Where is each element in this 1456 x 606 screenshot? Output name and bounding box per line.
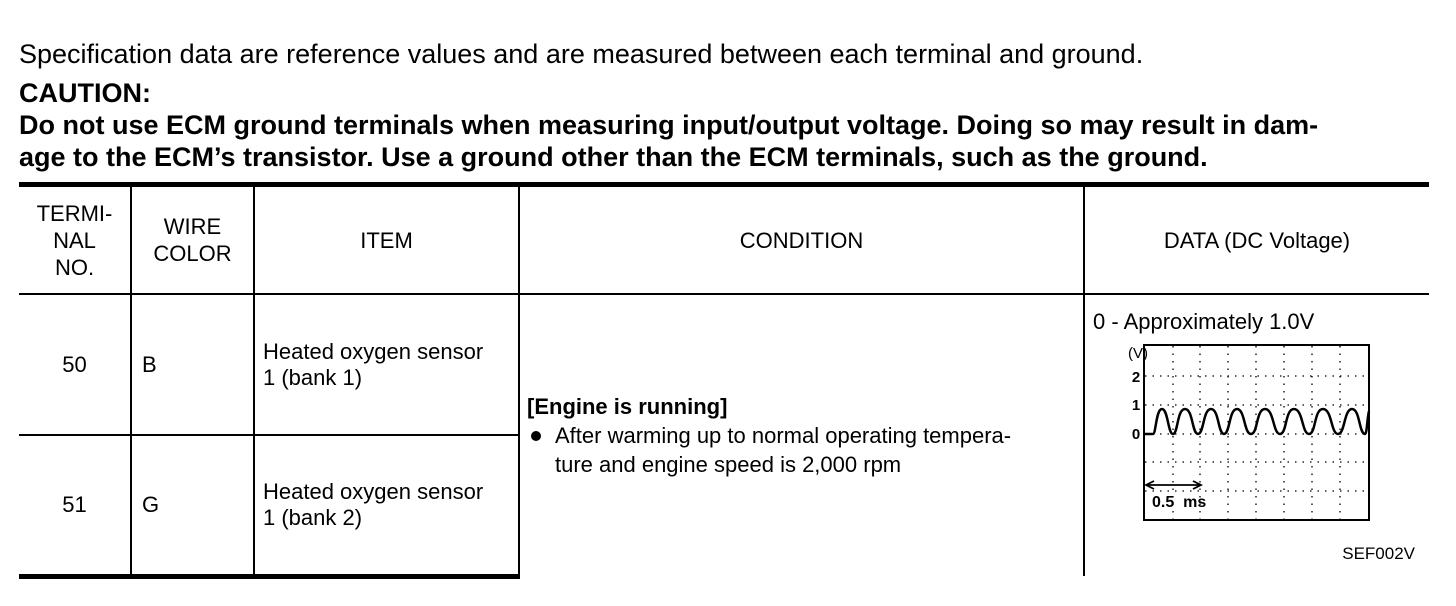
terminal-spec-table [19, 182, 1429, 579]
terminal-number: 50 [19, 294, 131, 435]
header-item: ITEM [254, 185, 519, 295]
terminal-number: 51 [19, 435, 131, 576]
scope-tick-1: 1 [1131, 397, 1141, 414]
header-condition: CONDITION [519, 185, 1084, 295]
caution-line-1: Do not use ECM ground terminals when measuring input/output voltage. Doing so may result in dam- [19, 110, 1319, 140]
intro-text: Specification data are reference values and are measured between each terminal and ground. [19, 39, 1144, 69]
scope-tick-2: 2 [1131, 369, 1141, 386]
oscilloscope-waveform-figure [1115, 339, 1385, 529]
wire-color: B [131, 294, 254, 435]
condition-cell [519, 294, 1084, 576]
caution-heading: CAUTION: [19, 78, 151, 108]
caution-line-2: age to the ECM’s transistor. Use a ground other than the ECM terminals, such as the ground. [19, 142, 1208, 172]
item-name: Heated oxygen sensor 1 (bank 1) [254, 294, 519, 435]
scope-tick-0: 0 [1131, 426, 1141, 443]
waveform-trace [1144, 409, 1369, 434]
table-header-row [19, 185, 1429, 295]
condition-bullet [527, 421, 1073, 479]
timebase-label: 0.5 ms [1152, 494, 1207, 511]
data-cell [1084, 294, 1429, 576]
item-name: Heated oxygen sensor 1 (bank 2) [254, 435, 519, 576]
condition-bullet-text: After warming up to normal operating tempera- ture and engine speed is 2,000 rpm [555, 423, 1012, 477]
figure-id: SEF002V [1342, 544, 1415, 563]
bullet-icon [531, 431, 541, 441]
caution-text [19, 109, 1431, 173]
header-wire-color: WIRE COLOR [131, 185, 254, 295]
header-data: DATA (DC Voltage) [1084, 185, 1429, 295]
wire-color: G [131, 435, 254, 576]
data-value: 0 - Approximately 1.0V [1093, 309, 1315, 334]
condition-title: [Engine is running] [527, 394, 728, 419]
header-terminal-no: TERMI- NAL NO. [19, 185, 131, 295]
table-row [19, 294, 1429, 435]
scope-unit-label: (V) [1128, 345, 1148, 362]
